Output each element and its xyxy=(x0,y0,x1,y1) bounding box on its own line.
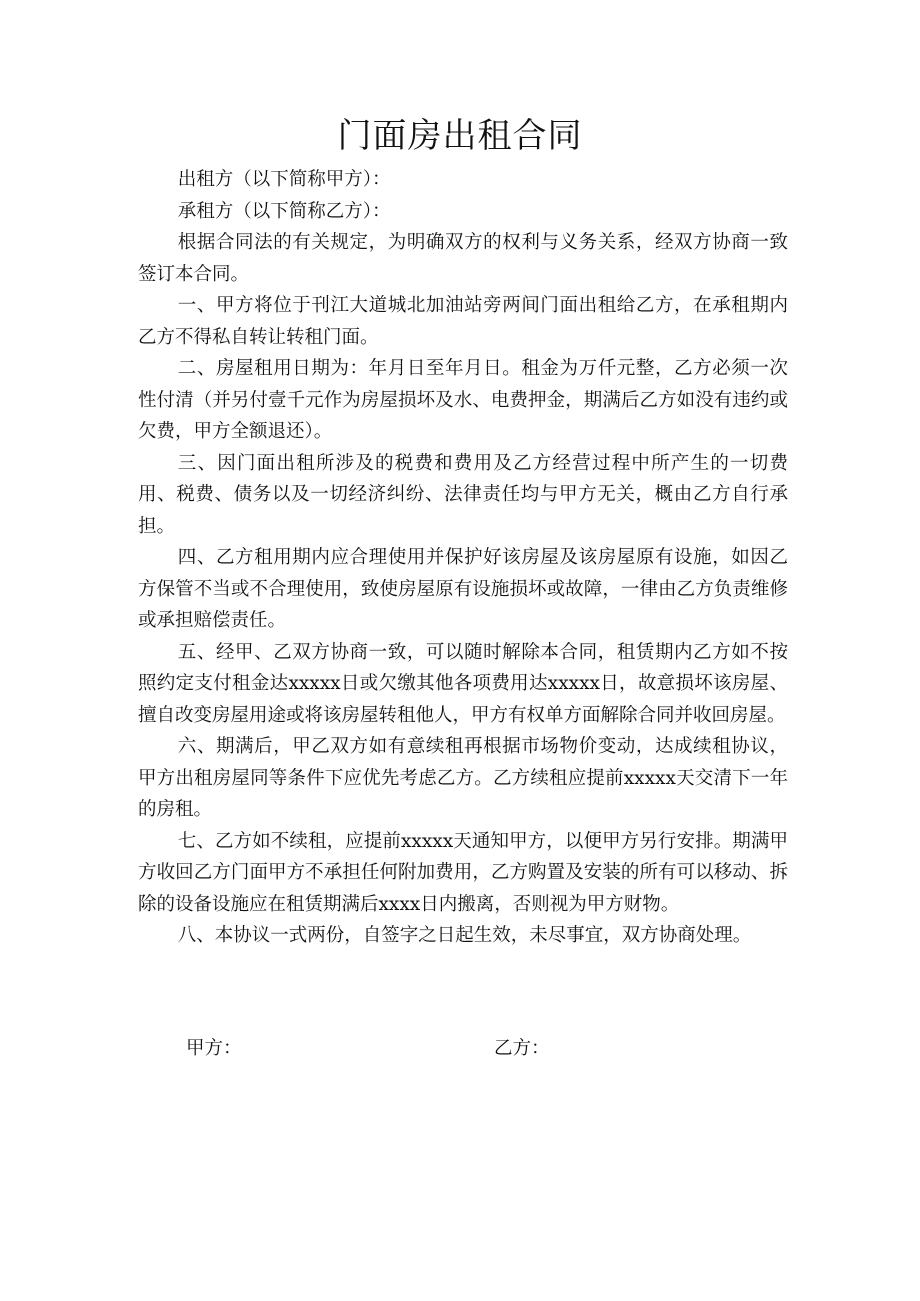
clause-4: 四、乙方租用期内应合理使用并保护好该房屋及该房屋原有设施，如因乙方保管不当或不合理使用，致使房屋原有设施损坏或故障，一律由乙方负责维修或承担赔偿责任。 xyxy=(138,547,788,631)
clause-6: 六、期满后，甲乙双方如有意续租再根据市场物价变动，达成续租协议，甲方出租房屋同等条件下应优先考虑乙方。乙方续租应提前xxxxx天交清下一年的房租。 xyxy=(138,736,788,820)
lessor-line: 出租方（以下简称甲方）： xyxy=(177,169,391,190)
clause-1: 一、甲方将位于刊江大道城北加油站旁两间门面出租给乙方，在承租期内乙方不得私自转让转租门面。 xyxy=(138,295,788,348)
clause-2: 二、房屋租用日期为：年月日至年月日。租金为万仟元整，乙方必须一次性付清（并另付壹千元作为房屋损坏及水、电费押金，期满后乙方如没有违约或欠费，甲方全额退还）。 xyxy=(138,358,788,442)
lessee-line: 承租方（以下简称乙方）： xyxy=(177,200,391,222)
contract-body xyxy=(138,164,788,952)
party-a-signature-label: 甲方： xyxy=(186,1038,242,1059)
clause-5: 五、经甲、乙双方协商一致，可以随时解除本合同，租赁期内乙方如不按照约定支付租金达xxxxx日或欠缴其他各项费用达xxxxx日，故意损坏该房屋、擅自改变房屋用途或将该房屋转租他人，甲方有权单方面解除合同并收回房屋。 xyxy=(138,641,788,726)
clause-7: 七、乙方如不续租，应提前xxxxx天通知甲方，以便甲方另行安排。期满甲方收回乙方门面甲方不承担任何附加费用，乙方购置及安装的所有可以移动、拆除的设备设施应在租赁期满后xxxx日内搬离，否则视为甲方财物。 xyxy=(138,830,788,915)
party-b-signature-label: 乙方： xyxy=(494,1038,550,1059)
preamble-paragraph: 根据合同法的有关规定，为明确双方的权利与义务关系，经双方协商一致签订本合同。 xyxy=(138,232,788,285)
clause-8: 八、本协议一式两份，自签字之日起生效，未尽事宜，双方协商处理。 xyxy=(177,925,752,946)
page-title: 门面房出租合同 xyxy=(337,116,583,156)
clause-3: 三、因门面出租所涉及的税费和费用及乙方经营过程中所产生的一切费用、税费、债务以及一切经济纠纷、法律责任均与甲方无关，概由乙方自行承担。 xyxy=(138,452,788,537)
